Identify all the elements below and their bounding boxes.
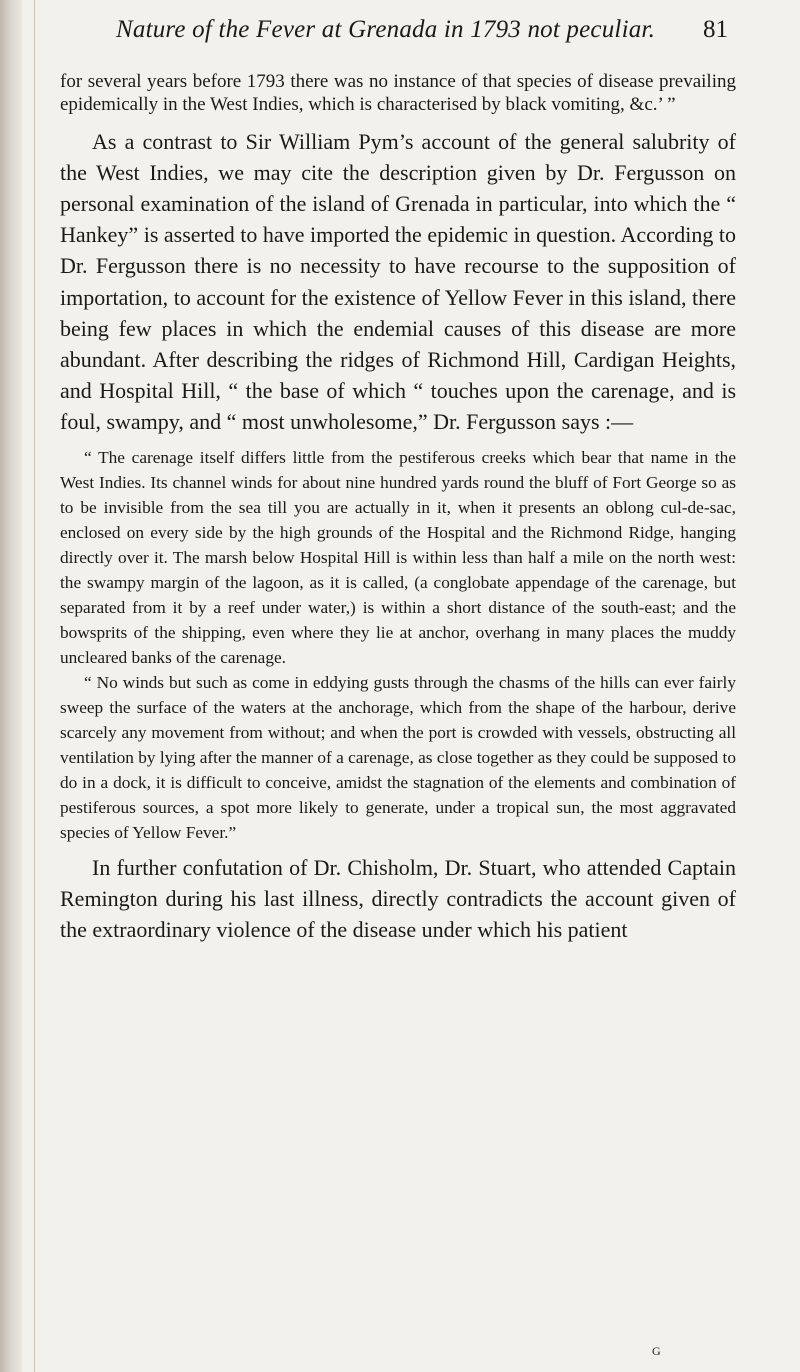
- running-head-title: Nature of the Fever at Grenada in 1793 not peculiar.: [116, 16, 656, 43]
- page-body: [60, 70, 736, 945]
- continued-paragraph: for several years before 1793 there was no instance of that species of disease prevailing epidemically in the West Indies, which is characterised by black vomiting, &c.’ ”: [60, 71, 736, 116]
- spacer: [60, 438, 736, 445]
- body-paragraph-confutation: In further confutation of Dr. Chisholm, Dr. Stuart, who attended Captain Remington during his last illness, directly contradicts the account given of the extraordinary violence of the disease under which his patient: [60, 854, 736, 943]
- quote-paragraph-winds: “ No winds but such as come in eddying gusts through the chasms of the hills can ever fairly sweep the surface of the waters at the anchorage, which from the shape of the harbour, derive scarcely any movement from without; and when the port is crowded with vessels, obstructing all ventilation by lying after the manner of a carenage, as close together as they could be supposed to do in a dock, it is difficult to conceive, amidst the stagnation of the elements and combination of pestiferous sources, a spot more likely to generate, under a tropical sun, the most aggravated species of Yellow Fever.”: [60, 672, 736, 842]
- running-head: [116, 16, 728, 56]
- binding-edge-line: [34, 0, 35, 1372]
- quote-paragraph-carenage: “ The carenage itself differs little from the pestiferous creeks which bear that name in the West Indies. Its channel winds for about nine hundred yards round the bluff of Fort George so as to be invisible from the sea till you are actually in it, when it presents an oblong cul-de-sac, enclosed on every side by the high grounds of the Hospital and the Richmond Ridge, hanging directly over it. The marsh below Hospital Hill is within less than half a mile on the north west: the swampy margin of the lagoon, as it is called, (a conglobate appendage of the carenage, but separated from it by a reef under water,) is within a short distance of the south-east; and the bowsprits of the shipping, even where they lie at anchor, overhang in many places the muddy uncleared banks of the carenage.: [60, 447, 736, 667]
- page-gutter-shadow: [0, 0, 22, 1372]
- body-paragraph-contrast: As a contrast to Sir William Pym’s account of the general salubrity of the West Indies, we may cite the description given by Dr. Fergusson on personal examination of the island of Grenada in particular, into which the “ Hankey” is asserted to have imported the epidemic in question. According to Dr. Fergusson there is no necessity to have recourse to the supposition of importation, to account for the existence of Yellow Fever in this island, there being few places in which the endemial causes of this disease are more abundant. After describing the ridges of Richmond Hill, Cardigan Heights, and Hospital Hill, “ the base of which “ touches upon the carenage, and is foul, swampy, and “ most unwholesome,” Dr. Fergusson says :—: [60, 128, 736, 435]
- page-number: 81: [703, 16, 728, 43]
- spacer: [60, 845, 736, 852]
- signature-mark: G: [652, 1344, 662, 1358]
